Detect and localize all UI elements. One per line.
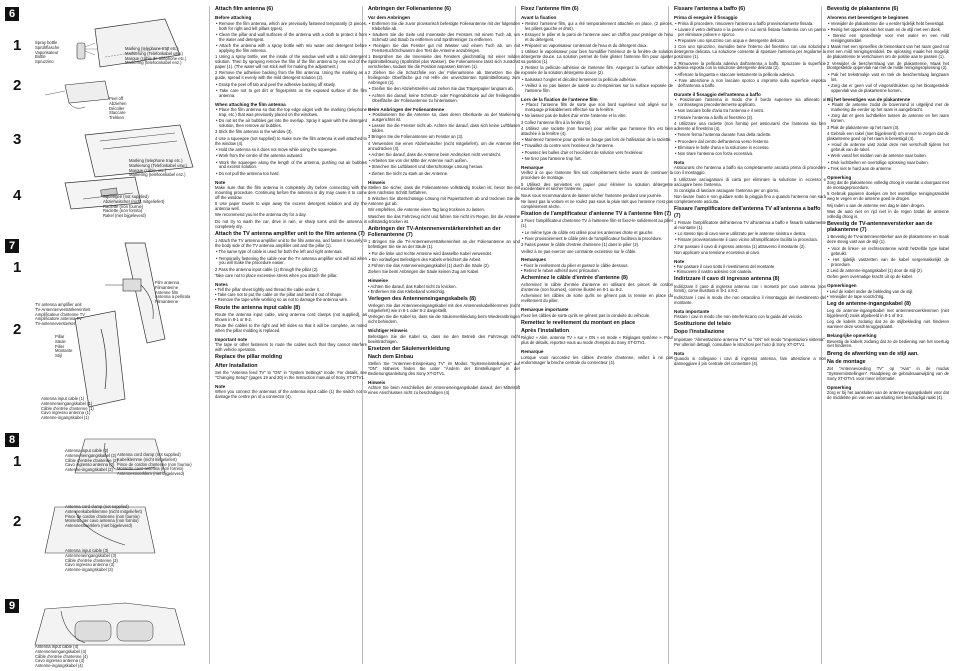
section-title: Après l'installation bbox=[521, 328, 570, 335]
paragraph: Leg de antenne-ingangskabel met antennesnoerklemmen (niet bijgeleverd) zoals afgebeeld in 8-1 of 8-2. bbox=[827, 308, 949, 318]
step: 5 Utilizzare asciugamani di carta per eliminare la soluzione in eccesso e asciugare bene l'antenna. bbox=[674, 176, 826, 187]
bullet: • Grasp the peel off tab and peel the adhesive backing off slowly. bbox=[216, 81, 336, 87]
paragraph: Si consiglia di lasciare asciugare l'antenna per un giorno. bbox=[674, 187, 780, 193]
section-title: Indirizzare il cavo di ingresso antenna (8) bbox=[674, 276, 780, 283]
note-heading: Remarque bbox=[521, 349, 544, 355]
subheading: When attaching the film antenna bbox=[215, 101, 286, 107]
step: 3 Fissare l'antenna a baffo al finestrino (3). bbox=[674, 114, 754, 120]
section-title: Bevestig de plakantenne (6) bbox=[827, 6, 899, 12]
bullet: • Saisissez l'onglet et décollez lentement la pellicule adhésive. bbox=[522, 76, 638, 82]
section-title: Attach the TV antenna amplifier unit to the film antenna (7) bbox=[215, 230, 365, 237]
paragraph: Acheminez le câble d'entrée d'antenne en utilisant des pinces de cordon d'antenne (non fournies), comme illustré en 8-1 ou 8-2. bbox=[521, 282, 673, 293]
note: • Leid de kabel onder de bekleding van de stijl. • Verwijder de tape voorzichtig. bbox=[827, 288, 914, 299]
note-heading: Belangrijke opmerking bbox=[827, 333, 877, 339]
section-title: Fixez l'antenne film (6) bbox=[521, 6, 579, 12]
note: Bevestig de kabels zodanig dat ze de bediening van het voertuig niet hinderen. bbox=[827, 338, 949, 349]
bullet: • Zorg dat er geen vuil of vingerafdrukken op het blootgestelde oppervlak van de plakantenne komen. bbox=[828, 82, 949, 93]
subheading: Alvorens met bevestigen te beginnen bbox=[827, 15, 909, 21]
bullet: • Streichen Sie Luftblasen und überschüssige Lösung heraus. bbox=[369, 164, 484, 170]
callout-film-antenna: Film antenna Filmantenne Antenne film Antenna a pellicola Filmantenne bbox=[155, 280, 191, 305]
bullet: • Reinig het oppervlak van het raam en de stijl met een doek. bbox=[828, 26, 941, 32]
paragraph: Wir empfehlen, die Antenne einen Tag lang trocknen zu lassen. bbox=[368, 207, 486, 213]
callout-peel-off: Peel off Abziehen Décoller Staccare Trekken bbox=[109, 96, 127, 121]
bullet: • Lo stesso tipo di cavo viene utilizzato per le antenne sinistra e destra. bbox=[675, 230, 807, 236]
figure-badge: 9 bbox=[5, 599, 19, 613]
step: 2 Faites passer le câble d'entrée d'antenne (1) dans le pilier (2). bbox=[521, 242, 640, 248]
bullet: • Work the squeegee along the length of the antenna, pushing out air bubbles and excess solution. bbox=[216, 159, 367, 170]
note: Quando si collegano i cavi di ingresso antenna, fare attenzione a non danneggiare il pin centrale del connettore (4). bbox=[674, 355, 826, 366]
note: When you connect the antennas of the antenna input cable (1) the switch not to damage the centre pin of a connector (4). bbox=[215, 388, 367, 399]
step: 3 Bringen Sie die Folienantenne am Fenster an (3). bbox=[368, 134, 464, 140]
section-title: Na de montage bbox=[827, 358, 866, 365]
note-heading: Remarque importante bbox=[521, 307, 569, 313]
step-number: 1 bbox=[13, 453, 22, 470]
paragraph: Ne lavez pas la voiture et ne roulez pas sous la pluie tant que l'antenne n'est pas complètement sèche. bbox=[521, 199, 673, 209]
step: 5 Gebruik papieren doekjes om het overtollige reinigingsmiddel weg te vegen en de antenne goed te drogen. bbox=[827, 191, 949, 202]
bullet: • Positionieren Sie die Antenne so, dass deren Oberkante an der Markierung ausgerichtet ist. bbox=[369, 111, 520, 122]
note-heading: Nota bbox=[674, 160, 685, 166]
bullet: • Entfernen Sie die zuvor provisorisch befestigte Folienantenne mit der folgenden Klebefolie ab. bbox=[369, 20, 520, 31]
section-title: Ersetzen der Säulenverkleidung bbox=[368, 345, 450, 352]
bullet: • Posizionare l'antenna in modo che il bordo superiore sia allineato al contrassegno precedentemente applicato. bbox=[675, 97, 826, 108]
paragraph: Leg de kabels zodanig dat ze de stijlbekleding niet hinderen wanneer deze wordt teruggeplaatst. bbox=[827, 319, 949, 330]
note-heading: Hinweis bbox=[368, 379, 386, 385]
column-german bbox=[368, 6, 520, 666]
bullet: • The same type of cable is used for both the left and right antennas. bbox=[216, 249, 343, 255]
callout-antenna-input-cable: Antenna input cable (2) Antenneneingangskabel (2) Câble d'entrée d'antenne (2) Cavo ingresso antenna (2) Antenne-ingangskabel (2) bbox=[65, 448, 118, 473]
section-title: Breng de afwerking van de stijl aan. bbox=[827, 350, 919, 357]
callout-squeegee: Squeegee (not supplied) Abziehwischer (nicht mitgeliefert) Raclette (non fournie) Raclette (non fornita) Rakel (niet bijgeleverd) bbox=[103, 194, 165, 219]
callout-spray-bottle: Spray bottle Sprühflasche Vaporisateur Bottle Spruzzino bbox=[35, 40, 60, 65]
paragraph: Take care not to place excessive stress when you attach the pillar. bbox=[215, 273, 338, 279]
paragraph: Indirizzare i cavi in modo che non ostacolino il rimontaggio del rivestimento del montante. bbox=[674, 294, 826, 305]
paragraph: Wij raden u aan de antenne een dag te laten drogen. bbox=[827, 202, 926, 208]
bullet: • Attach the antenna with a spray bottle with mix water and detergent before applying the film antenna. bbox=[216, 43, 367, 53]
note-heading: Note bbox=[215, 179, 226, 185]
note-heading: Notes bbox=[215, 281, 228, 287]
step: 1 Fixez l'amplificateur d'antenne TV à l'antenne film et fixez-le solidement au pilier (1). bbox=[521, 218, 673, 229]
column-french bbox=[521, 6, 673, 666]
paragraph: Indirizzare il cavo di ingresso antenna con i morsetti per cavo antenna (non forniti), come illustrato in 8-1 o 8-2. bbox=[674, 283, 826, 294]
bullet: • Veillez à ne pas laisser de saleté ou d'empreintes sur la surface exposée de l'antenne film. bbox=[522, 82, 673, 93]
bullet: • Maintenez l'antenne pour qu'elle ne bouge pas lors de l'utilisation de la raclette. bbox=[522, 137, 672, 143]
bullet: • Zorg dat er geen luchtbellen tussen de antenne en het raam komen. bbox=[828, 113, 949, 124]
section-title: After Installation bbox=[215, 362, 258, 369]
step-number: 2 bbox=[13, 321, 22, 338]
step: 4 Utilizzare una raclette (non fornita) per assicurarsi che l'antenna sia ben aderente al finestrino (4). bbox=[674, 121, 826, 131]
step: 1 Using a spray bottle, wet the inside of the window well with a mild detergent solution. Then by spraying remove the film of the film antenna by one end of the paper (1). (The water will not stick well for making the adjustment.) bbox=[215, 54, 367, 70]
bullet: • Do not let the air bubbles get into the overlap. Spray it again with the detergent solution, then remove air bubbles. bbox=[216, 118, 367, 129]
note: Stellen Sie sicher, dass die Folienantenne vollständig trocken ist, bevor Sie mit dem nächsten Schritt fortfahren. bbox=[368, 185, 520, 195]
section-title: Remettez le revêtement du montant en place bbox=[521, 319, 636, 326]
paragraph: Nous vous recommandons de laisser sécher l'antenne pendant une journée. bbox=[521, 192, 663, 198]
bullet: • Non tirare l'antenna con forza eccessiva. bbox=[675, 151, 754, 157]
paragraph: Oefen geen overmatige kracht uit op de kabel. bbox=[827, 274, 913, 280]
bullet: • Fare attenzione a non lasciare sporco o impronte sulla superficie esposta dell'antenna a baffo. bbox=[675, 78, 826, 88]
bullet: • Ne laissez pas de bulles d'air entre l'antenne et la vitre. bbox=[522, 113, 627, 119]
subheading: Vor dem Anbringen bbox=[368, 15, 411, 21]
note: Befestigen Sie die Kabel so, dass sie den Betrieb des Fahrzeugs nicht beeinträchtigen. bbox=[368, 333, 520, 344]
bullet: • Ne tirez pas l'antenne trop fort. bbox=[522, 156, 582, 162]
section-title: Replace the pillar molding bbox=[215, 354, 283, 361]
callout-cord-clamp: Antenna cord clamp (not supplied) Kabelklemme (nicht mitgeliefert) Pince de cordon d'antenne (non fournie) Morsetto cavo antenna (non fornito) Antennesnoerklem (niet bijgeleverd) bbox=[117, 452, 192, 477]
note: Zorg er bij het aansluiten van de antenne-ingangskabels voor dat de middelste pin van een aansluiting niet beschadigd raakt (4). bbox=[827, 390, 949, 401]
note: • Fixez le revêtement du pilier et passez le câble dessous. • Retirez le ruban adhésif avec précaution. bbox=[521, 262, 629, 273]
callout-antenna-input-cable: Antenna input cable (4) Antenneneingangskabel (4) Câble d'entrée d'antenne (4) Cavo ingresso antenna (4) Antenne-ingangskabel (4) bbox=[35, 644, 88, 669]
paragraph: Non lavare l'auto e non guidare sotto la pioggia fino a quando l'antenna non sarà completamente asciutta. bbox=[674, 194, 826, 205]
step: 5 Wischen Sie überschüssige Lösung mit Papiertüchern ab und trocknen Sie die Antenne gut ab. bbox=[368, 196, 520, 207]
figure-8 bbox=[4, 432, 206, 584]
bullet: • Bereid een sproeiflesje voor met water en een mild reinigingsmiddel. bbox=[828, 33, 949, 44]
section-title: Nach dem Einbau bbox=[368, 354, 414, 361]
column-dutch bbox=[827, 6, 949, 666]
step-number: 2 bbox=[13, 513, 22, 530]
bullet: • Clean the pillar and wall surfaces of the antenna with a cloth to protect it from the water and detergent. bbox=[216, 31, 367, 42]
paragraph: Veillez à ne pas exercer une contrainte excessive sur le câble. bbox=[521, 248, 637, 254]
subheading: Avant la fixation bbox=[521, 15, 557, 21]
bullet: • Work from the centre of the antenna outward. bbox=[216, 153, 303, 159]
bullet: • Non lasciare bolle d'aria tra l'antenna e il vetro. bbox=[675, 108, 765, 114]
paragraph: Ziehen Sie beim Anbringen der Säule keinen Zug am Kabel. bbox=[368, 269, 480, 275]
column-english bbox=[215, 6, 367, 666]
step: 1 Con uno spruzzino, inumidire bene l'interno del finestrino con una soluzione detergente delicata. La soluzione consente di spostare l'antenna per regolarne la posizione (1). bbox=[674, 44, 826, 60]
note-heading: Opmerking bbox=[827, 384, 852, 390]
paragraph: Zet "Antennevoeding TV" op "Aan" in de modus "Systeeminstellingen". Raadpleeg de gebruiksaanwijzing van de Sony XT-DTV1 voor meer informatie. bbox=[827, 366, 949, 381]
note-heading: Hinweise bbox=[368, 278, 388, 284]
step: 3 Stick the film antenna to the window (3). bbox=[215, 129, 293, 135]
bullet: • Poussez les bulles d'air et l'excédent de solution vers l'extérieur. bbox=[522, 149, 644, 155]
callout-marking: Marking (telephone trap etc.) Markierung (Telefonkabel usw.) Marque (câble, etc.) Markering (telefoonkabel enz.) bbox=[129, 158, 187, 178]
paragraph: Was de auto niet en rijd niet in de regen totdat de antenne volledig droog is. bbox=[827, 208, 949, 219]
figure-7 bbox=[4, 238, 206, 435]
note-heading: Remarque bbox=[521, 164, 544, 170]
section-title: Anbringen der Folienantenne (6) bbox=[368, 6, 451, 12]
step: 3 Plak de plakantenne op het raam (3). bbox=[827, 124, 900, 130]
note: Zorg dat de plakantenne volledig droog is voordat u doorgaat met de montageprocedure. bbox=[827, 180, 949, 191]
step: 5 Use paper towels to wipe away the excess detergent solution and dry the antenna well. bbox=[215, 201, 367, 212]
bullet: • Place the film antenna so that the top edge aligns with the marking (telephone trap, etc.) that was previously placed on the windows. bbox=[216, 107, 367, 117]
subheading: Before attaching bbox=[215, 15, 252, 21]
paragraph: We recommend you let the antenna dry for a day. bbox=[215, 212, 307, 218]
step: 1 Attach the TV antenna amplifier unit to the film antenna, and fasten it securely to the body side of the TV antenna amplifier unit and the pillar (1). bbox=[215, 238, 367, 248]
bullet: • Für die linke und rechte Antenne wird dasselbe Kabel verwendet. bbox=[369, 250, 493, 256]
paragraph: Do not try to wash the car, drive in rain, or sharp turns until the antenna is completely dry. bbox=[215, 218, 367, 229]
figure-6 bbox=[4, 6, 206, 219]
bullet: • Het tijdelijk vastzetten van de kabel vergemakkelijkt de procedure. bbox=[828, 256, 949, 267]
step-number: 4 bbox=[13, 187, 22, 204]
step-number: 1 bbox=[13, 37, 22, 54]
bullet: • Arbeiten Sie von der Mitte der Antenne nach außen. bbox=[369, 158, 468, 164]
note: The tape or other fasteners to route the cables such that they cannot interfere with vehicle operation. bbox=[215, 342, 367, 353]
step: 1 Bevestig de TV-antenneversterker aan de plakantenne en maak deze stevig vast aan de stijl (1). bbox=[827, 234, 949, 245]
figure-9 bbox=[4, 598, 206, 668]
step: 5 Utilisez des serviettes en papier pour éliminer la solution détergente excédentaire et sécher l'antenne. bbox=[521, 181, 673, 192]
subheading: Beim Anbringen der Folienantenne bbox=[368, 106, 445, 112]
bullet: • Reinigen Sie das Fenster gut mit Wasser und einem Tuch ab, um mit Fenstertuch/Schwamm den Test die Antenne anzubringen. bbox=[369, 43, 520, 53]
section-title: Dopo l'installazione bbox=[674, 329, 725, 336]
column-italian bbox=[674, 6, 826, 666]
step: 1 Fissare l'amplificatore dell'antenna TV all'antenna a baffo e fissarlo saldamente al montante (1). bbox=[674, 219, 826, 230]
bullet: • Essuyez le pilier et la paroi de l'antenne avec un chiffon pour protéger de l'eau et du détergent. bbox=[522, 31, 673, 42]
bullet: • Säubern Sie die Seite und Innenseite des Fensters mit einem Tuch ab, um Schmutz und Staub zu entfernen und Sprühreiniger zu entfernen. bbox=[369, 31, 520, 42]
step: 2 Pass the antenna input cable (1) through the pillar (2). bbox=[215, 266, 319, 272]
step: 2 Leid de antenne-ingangskabel (1) door de stijl (2). bbox=[827, 268, 923, 274]
bullet: • Druk luchtbellen en overtollige oplossing naar buiten. bbox=[828, 159, 929, 165]
figure-badge: 6 bbox=[5, 7, 19, 21]
step: 2 Ziehen Sie die Schutzfolie von der Folienantenne ab. Benetzen Sie die freiliegende Oberfläche gut mit Hilfe der unverdünnten Spülmittellösung zum Anbringen (2). bbox=[368, 70, 520, 86]
bullet: • Remove the film antenna, which are previously fastened temporarily (2 pieces, both for right and left pillars types). bbox=[216, 20, 367, 31]
bullet: • Lassen Sie die Fenster nicht ab. Achten Sie darauf, dass sich keine Luftblasen bilden. bbox=[369, 123, 520, 134]
note: Achten Sie beim Anschließen der Antenneneingangskabel darauf, den Mittelstift eines Anschlusses nicht zu beschädigen (4). bbox=[368, 385, 520, 396]
bullet: • Retirez l'antenne film, qui a été temporairement attachée en place, (2 pièces, les piliers gauche et droit). bbox=[522, 20, 673, 31]
note-heading: Hinweis bbox=[368, 179, 386, 185]
bullet: • Travaillez du centre vers l'extérieur de l'antenne. bbox=[522, 143, 615, 149]
film-antenna-drawing bbox=[5, 7, 205, 212]
bullet: • Placez l'antenne film de sorte que son bord supérieur soit aligné sur le marquage préalablement effectué sur la fenêtre. bbox=[522, 102, 673, 113]
bullet: • Eliminare le bolle d'aria e la soluzione in eccesso. bbox=[675, 144, 770, 150]
step: 1 Besprühen Sie die Innenseite des Fensters gleichmäßig mit einer milden Spülmittellösung (Spülmittel plus Wasser). Die Folienantenne lässt sich zunächst verschieben, sodass Sie die Position anpassen können (1). bbox=[368, 54, 520, 70]
bullet: • Greifen Sie den Abziehstreifen und ziehen Sie das Trägerpapier langsam ab. bbox=[369, 86, 514, 92]
step: 4 Utilisez une raclette (non fournie) pour vérifier que l'antenne film est bien attachée à la fenêtre (4). bbox=[521, 125, 673, 136]
step: 1 Maak met een sproeifles de binnenkant van het raam goed nat met een mild reinigingsmiddel. De oplossing maakt het mogelijk de plakantenne te verschuiven om de positie aan te passen (1). bbox=[827, 44, 949, 60]
callout-antenna-input-cable: Antenna input cable (1) Antenneneingangskabel (1) Câble d'entrée d'antenne (1) Cavo ingresso antenna (1) Antenne-ingangskabel (1) bbox=[41, 396, 94, 421]
bullet: • Fissare provvisoriamente il cavo vicino all'amplificatore facilita la procedura. bbox=[675, 237, 818, 243]
bullet: • Lavare il vetro dell'auto e la parete in cui verrà fissata l'antenna con un panno per eliminare polvere e sporco. bbox=[675, 26, 826, 37]
note-heading: Opmerkingen bbox=[827, 283, 857, 289]
note: Fissare i cavi in modo che non interferiscano con la guida del veicolo. bbox=[674, 313, 803, 319]
note: Fixez les câbles de sorte qu'ils ne gênent pas la conduite du véhicule. bbox=[521, 312, 651, 318]
step: 4 Use a squeegee (not supplied) to make sure the film antenna is well attached to the window (4). bbox=[215, 135, 367, 146]
paragraph: Route the antenna input cable, using antenna cord clamps (not supplied), as shown in 8-1 or 8-2. bbox=[215, 311, 367, 322]
note: • Achten Sie darauf, das Kabel nicht zu knicken. • Entfernen Sie das Klebeband vorsichtig. bbox=[368, 283, 457, 294]
step: 3 Collez l'antenne film à la fenêtre (3). bbox=[521, 119, 592, 125]
callout-antenna-input-cable: Antenna input cable (3) Antenneneingangskabel (3) Câble d'entrée d'antenne (3) Cavo ingresso antenna (3) Antenne-ingangskabel (3) bbox=[65, 548, 118, 573]
section-title: Acheminez le câble d'entrée d'antenne (8) bbox=[521, 275, 628, 282]
paragraph: Waschen Sie das Fahrzeug nicht und fahren Sie nicht im Regen, bis die Antenne vollständig trocken ist. bbox=[368, 213, 520, 224]
step-number: 3 bbox=[13, 131, 22, 148]
bullet: • Preparare uno spruzzino con acqua e detergente delicato. bbox=[675, 38, 786, 44]
section-title: Verlegen des Antenneneingangskabels (8) bbox=[368, 295, 476, 302]
step: 4 Verwenden Sie einen Abziehwischer (nicht mitgeliefert), um die Antenne fest anzudrücken (4). bbox=[368, 140, 520, 151]
section-title: Fixation de l'amplificateur d'antenne TV à l'antenne film (7) bbox=[521, 211, 672, 218]
subheading: Lors de la fixation de l'antenne film bbox=[521, 96, 598, 102]
note: Lorsque vous raccordez les câbles d'entrée d'antenne, veillez à ne pas endommager la broche centrale du connecteur (4). bbox=[521, 354, 673, 365]
section-title: Attach film antenna (6) bbox=[215, 6, 274, 12]
section-title: Fissare l'amplificatore dell'antenna TV all'antenna a baffo (7) bbox=[674, 206, 821, 219]
paragraph: Verlegen Sie die Kabel so, dass sie die Säulenverkleidung beim Wiederanbringen nicht behindern. bbox=[368, 314, 520, 325]
bullet: • Voor de linker- en rechterantenne wordt hetzelfde type kabel gebruikt. bbox=[828, 245, 949, 256]
step: 2 Retirez la pellicule adhésive de l'antenne film. Aspergez la surface adhésive exposée de la solution détergente douce (2). bbox=[521, 65, 673, 76]
paragraph: Non applicare una tensione eccessiva al cavo. bbox=[674, 249, 761, 255]
figure-badge: 8 bbox=[5, 433, 19, 447]
bullet: • Achten Sie darauf, dass die Antenne beim Andrücken nicht verrutscht. bbox=[369, 151, 502, 157]
bullet: • Procedere dal centro dell'antenna verso l'esterno. bbox=[675, 138, 770, 144]
note-heading: Opmerking bbox=[827, 174, 852, 180]
amplifier-drawing bbox=[5, 239, 205, 434]
paragraph: Réglez « Alim. antenne TV » sur « ON » en mode « Réglages système ». Pour plus de détails, reportez-vous au mode d'emploi du Sony XT-DTV1. bbox=[521, 335, 673, 346]
note-heading: Important note bbox=[215, 336, 248, 342]
paragraph: Stellen Sie "Antennen-Einspeisung TV" im Modus "Systemeinstellungen" auf "ON". Näheres finden Sie unter "Ändern der Einstellungen" in der Bedienungsanleitung des Sony XT-DTV1. bbox=[368, 361, 520, 377]
paragraph: Verlegen Sie das Antenneneingangskabel mit den Antennenkabelklemmen (nicht mitgeliefert) wie in 8-1 oder 8-2 dargestellt. bbox=[368, 303, 520, 314]
bullet: • Afferrare la linguetta e staccare lentamente la pellicola adesiva. bbox=[675, 71, 795, 77]
note-heading: Remarques bbox=[521, 257, 547, 263]
note-heading: Wichtiger Hinweis bbox=[368, 328, 408, 334]
note-heading: Nota importante bbox=[674, 308, 710, 314]
bullet: • Le même type de câble est utilisé pour les antennes droite et gauche. bbox=[522, 229, 654, 235]
bullet: • Trek niet te hard aan de antenne. bbox=[828, 165, 893, 171]
callout-pillar: Pillar Säule Pilier Montante Stijl bbox=[55, 334, 73, 359]
note: • Far passare il cavo sotto il rivestimento del montante. • Rimuovere il nastro adesivo con cautela. bbox=[674, 264, 776, 275]
section-title: Anbringen der TV-Antennenverstärkereinheit an der Folienantenne (7) bbox=[368, 225, 501, 239]
column-divider bbox=[209, 6, 210, 664]
callout-cord-clamp: Antenna cord clamp (not supplied) Antennenkabelklemme (nicht mitgeliefert) Pince de cordon d'antenne (non fournie) Morsetto per cavo antenna (non fornito) Antennesnoerklem (niet bijgeleverd) bbox=[65, 504, 143, 529]
note: Make sure that the film antenna is completely dry before connecting with the mounting procedure. Continuing before the antenna is dry may cause it to come off the window. bbox=[215, 185, 367, 200]
note: Assicurarsi che l'antenna a baffo sia completamente asciutta prima di procedere con il montaggio. bbox=[674, 165, 826, 176]
section-title: Route the antenna input cable (8) bbox=[215, 304, 301, 311]
step-number: 1 bbox=[13, 259, 22, 276]
subheading: Bij het bevestigen van de plakantenne bbox=[827, 96, 911, 102]
note: • Tell the pillar sheet tightly and thread the cable under it. • Take care not to put the cable on the pillar and bend it out of shape. • Remove the tape while working so as not to damage the antenna wire. bbox=[215, 287, 349, 303]
subheading: Prima di eseguire il fissaggio bbox=[674, 15, 738, 21]
step: 1 Bringen Sie die TV-Antennenverstärkereinheit an der Folienantenne an und befestigen Sie sie an der Säule (1). bbox=[368, 239, 520, 250]
step: 2 Rimuovere la pellicola adesiva dall'antenna a baffo. Spruzzare la superficie adesiva esposta con la soluzione detergente delicata (2). bbox=[674, 60, 826, 71]
section-title: Bevestig de TV-antenneversterker aan de plakantenne (7) bbox=[827, 221, 933, 234]
note-heading: Note bbox=[215, 383, 226, 389]
note: Veillez à ce que l'antenne film soit complètement sèche avant de continuer la procédure de montage. bbox=[521, 170, 673, 181]
bullet: • Tenere ferma l'antenna durante l'uso della raclette. bbox=[675, 132, 772, 138]
step: 2 Verwijder de beschermlaag van de plakantenne. Maak het blootgestelde oppervlak nat met de milde reinigingsoplossing (2). bbox=[827, 60, 949, 71]
bullet: • Prima di procedere, rimuovere l'antenna a baffo provvisoriamente fissata. bbox=[675, 20, 814, 26]
bullet: • Do not pull the antenna too hard. bbox=[216, 170, 280, 176]
step: 2 Remove the adhesive backing from the film antenna. Using the marking as a guide, spread it evenly with the mild detergent solution (2). bbox=[215, 70, 367, 81]
bullet: • Houd de antenne vast zodat deze niet verschuift tijdens het gebruik van de rakel. bbox=[828, 142, 949, 152]
bullet: • Achten Sie darauf, keine Schmutz- oder Fingerabdrücke auf der freiliegenden Oberfläche der Folienantenne zu hinterlassen. bbox=[369, 92, 520, 103]
bullet: • Pak het trekstrookje vast en trek de beschermlaag langzaam los. bbox=[828, 71, 949, 82]
paragraph: Impostare "Alimentazione antenna TV" su "ON" nel modo "Impostazioni sistema". Per ulteriori dettagli, consultare le istruzioni per l'uso di Sony XT-DTV1. bbox=[674, 336, 826, 347]
paragraph: Set the "Antenna feed TV" to "ON" in "System Settings" mode. For details, see "Changing Setup" (pages 19 and 30) in the Instruction manual of Sony XT-DTV1. bbox=[215, 369, 367, 380]
bullet: • Ein vorläufiges Befestigen des Kabels erleichtert die Arbeit. bbox=[369, 256, 482, 262]
bullet: • Temporarily fastening the cable near the TV antenna amplifier unit will aid when you will make the procedure easier. bbox=[216, 255, 367, 266]
bullet: • Plaats de antenne zodat de bovenrand is uitgelijnd met de markering die eerder op het raam is aangebracht. bbox=[828, 102, 949, 113]
step: 2 Far passare il cavo di ingresso antenna (1) attraverso il montante (2). bbox=[674, 243, 806, 249]
bullet: • Werk vanaf het midden van de antenne naar buiten. bbox=[828, 153, 927, 159]
figure-badge: 7 bbox=[5, 239, 19, 253]
bullet: • Ziehen Sie nicht zu stark an der Antenne. bbox=[369, 170, 449, 176]
step: 1 Utilisez le vaporisateur pour bien humidifier l'intérieur de la fenêtre de solution détergente douce. La solution permet de faire glisser l'antenne film pour ajuster sa position (1). bbox=[521, 49, 673, 65]
bullet: • Verwijder de plakantenne die u eerder tijdelijk hebt bevestigd. bbox=[828, 20, 945, 26]
section-title: Leg de antenne-ingangskabel (8) bbox=[827, 300, 911, 307]
bullet: • Hold the antenna so it does not move while using the squeegee. bbox=[216, 146, 338, 152]
step: 2 Führen Sie das Antenneneingangskabel (1) durch die Säule (2). bbox=[368, 263, 490, 269]
section-title: Fissare l'antenna a baffo (6) bbox=[674, 6, 746, 12]
callout-marking: Marking (telephone trap etc.) Markierung (Telefonkabel usw.) Marque (câble de téléphone etc.) Markering (telefoonkabel enz.) bbox=[125, 46, 187, 66]
paragraph: Acheminez les câbles de sorte qu'ils ne gênent pas la remise en place du revêtement du pilier. bbox=[521, 293, 673, 304]
note-heading: Nota bbox=[674, 350, 685, 356]
paragraph: Route the cables to the right and left sides so that it will be complete, as noted when the pillar molding is replaced. bbox=[215, 322, 367, 333]
section-title: Sostituzione del telaio bbox=[674, 321, 731, 328]
bullet: • Take care not to get dirt or fingerprints on the exposed surface of the film antenna. bbox=[216, 87, 367, 98]
bullet: • Fixer provisoirement le câble près de l'amplificateur facilitera la procédure. bbox=[522, 235, 663, 241]
bullet: • Préparez un vaporisateur contenant de l'eau et du détergent doux. bbox=[522, 43, 648, 49]
subheading: Durante il fissaggio dell'antenna a baffo bbox=[674, 91, 761, 97]
step: 4 Gebruik een rakel (niet bijgeleverd) om ervoor te zorgen dat de plakantenne goed op het raam is bevestigd (4). bbox=[827, 130, 949, 141]
step-number: 2 bbox=[13, 77, 22, 94]
callout-amplifier-unit: TV antenna amplifier unit TV-Antennenverstärkereinheit Amplificateur d'antenne TV Amplificatore antenna TV TV-antenneversterker bbox=[35, 302, 91, 327]
note-heading: Note bbox=[674, 258, 685, 264]
